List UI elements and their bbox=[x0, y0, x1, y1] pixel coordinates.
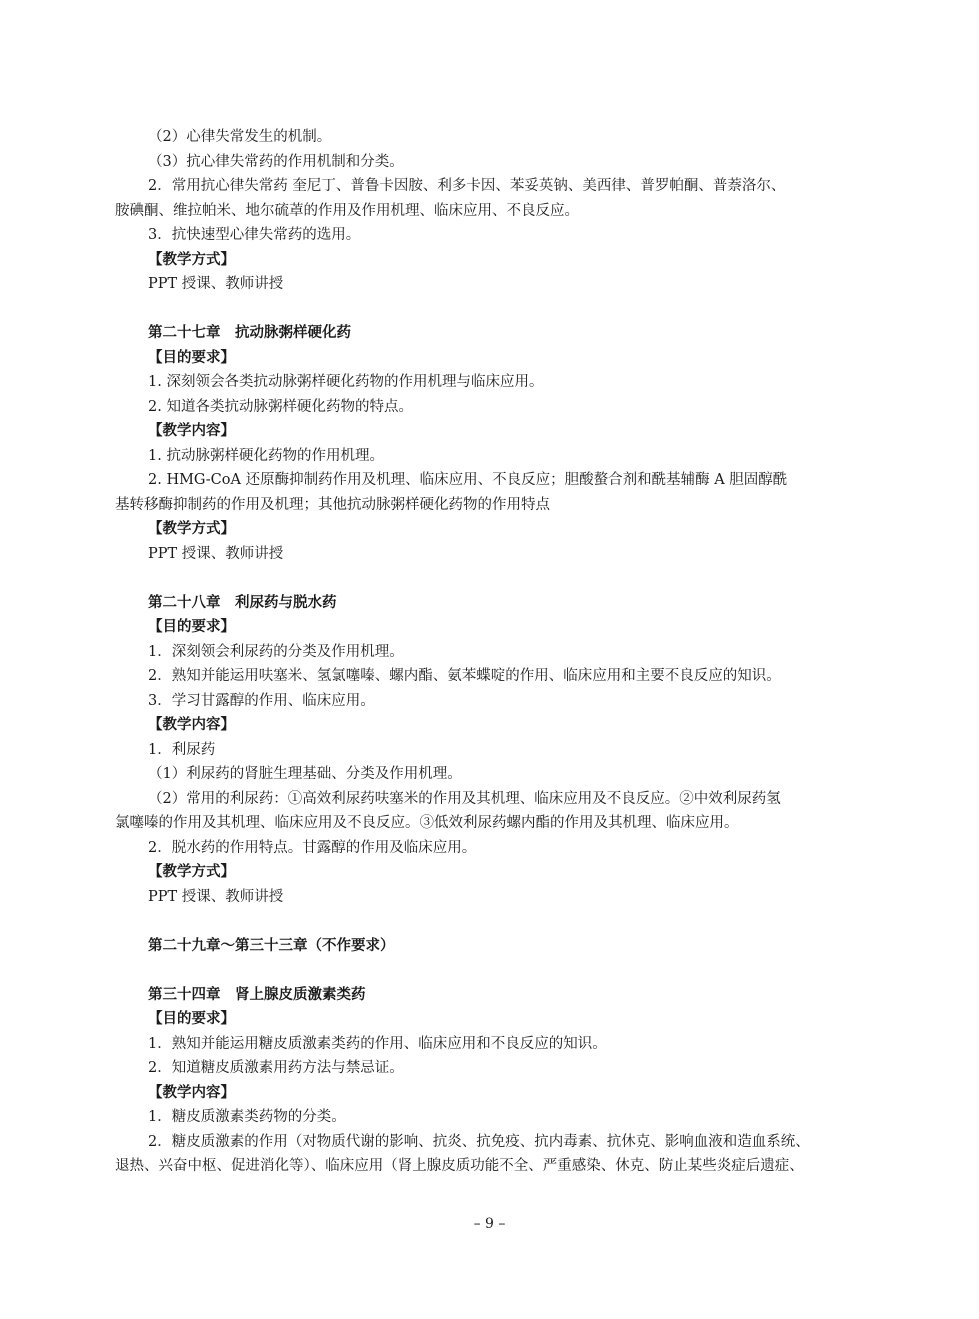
text-line: 1．熟知并能运用糖皮质激素类药的作用、临床应用和不良反应的知识。 bbox=[148, 1035, 607, 1052]
section-label: 【教学内容】 bbox=[148, 716, 235, 733]
text-line: 2．常用抗心律失常药 奎尼丁、普鲁卡因胺、利多卡因、苯妥英钠、美西律、普罗帕酮、普萘洛尔、 bbox=[148, 178, 786, 194]
blank-line bbox=[115, 909, 880, 934]
section-label: 【目的要求】 bbox=[148, 618, 235, 635]
text-line: PPT 授课、教师讲授 bbox=[148, 888, 284, 905]
text-line: 2．知道糖皮质激素用药方法与禁忌证。 bbox=[148, 1060, 404, 1076]
text-line: （3）抗心律失常药的作用机制和分类。 bbox=[148, 153, 404, 170]
chapter-heading: 第二十九章～第三十三章（不作要求） bbox=[148, 936, 395, 954]
text-line: 3．学习甘露醇的作用、临床应用。 bbox=[148, 692, 375, 709]
text-line: 基转移酶抑制药的作用及机理；其他抗动脉粥样硬化药物的作用特点 bbox=[115, 496, 550, 513]
blank-line bbox=[115, 958, 880, 983]
text-line: 退热、兴奋中枢、促进消化等）、临床应用（肾上腺皮质功能不全、严重感染、休克、防止某些炎症后遗症、 bbox=[115, 1158, 804, 1174]
text-line: （2）心律失常发生的机制。 bbox=[148, 129, 332, 145]
chapter-heading: 第二十七章 抗动脉粥样硬化药 bbox=[148, 324, 351, 341]
text-line: （1）利尿药的肾脏生理基础、分类及作用机理。 bbox=[148, 766, 462, 782]
blank-line bbox=[115, 297, 880, 322]
text-line: 2．脱水药的作用特点。甘露醇的作用及临床应用。 bbox=[148, 839, 477, 856]
section-label: 【目的要求】 bbox=[148, 1010, 235, 1027]
text-line: 1. 深刻领会各类抗动脉粥样硬化药物的作用机理与临床应用。 bbox=[148, 374, 544, 390]
section-label: 【目的要求】 bbox=[148, 348, 235, 366]
page-number: – 9 – bbox=[473, 1216, 506, 1232]
text-line: PPT 授课、教师讲授 bbox=[148, 276, 284, 292]
text-line: （2）常用的利尿药：①高效利尿药呋塞米的作用及其机理、临床应用及不良反应。②中效利尿药氢 bbox=[148, 790, 781, 807]
text-line: 2. HMG-CoA 还原酶抑制药作用及机理、临床应用、不良反应；胆酸螯合剂和酰基辅酶 A 胆固醇酰 bbox=[148, 472, 788, 488]
text-line: 2. 知道各类抗动脉粥样硬化药物的特点。 bbox=[148, 398, 413, 415]
text-line: 2．熟知并能运用呋塞米、氢氯噻嗪、螺内酯、氨苯蝶啶的作用、临床应用和主要不良反应的知识。 bbox=[148, 668, 781, 684]
text-line: 1．糖皮质激素类药物的分类。 bbox=[148, 1109, 346, 1125]
section-label: 【教学内容】 bbox=[148, 1083, 235, 1101]
chapter-heading: 第二十八章 利尿药与脱水药 bbox=[148, 593, 337, 611]
text-line: 3．抗快速型心律失常药的选用。 bbox=[148, 227, 361, 243]
section-label: 【教学方式】 bbox=[148, 250, 235, 268]
text-line: 1. 抗动脉粥样硬化药物的作用机理。 bbox=[148, 447, 384, 464]
section-label: 【教学内容】 bbox=[148, 422, 235, 439]
text-line: 1．深刻领会利尿药的分类及作用机理。 bbox=[148, 643, 404, 660]
document-body bbox=[115, 125, 880, 1179]
text-line: 1．利尿药 bbox=[148, 741, 216, 758]
text-line: PPT 授课、教师讲授 bbox=[148, 545, 284, 562]
text-line: 胺碘酮、维拉帕米、地尔硫䓬的作用及作用机理、临床应用、不良反应。 bbox=[115, 202, 579, 219]
section-label: 【教学方式】 bbox=[148, 863, 235, 880]
text-line: 2．糖皮质激素的作用（对物质代谢的影响、抗炎、抗免疫、抗内毒素、抗休克、影响血液和造血系统、 bbox=[148, 1133, 810, 1150]
blank-line bbox=[115, 566, 880, 591]
chapter-heading: 第三十四章 肾上腺皮质激素类药 bbox=[148, 985, 366, 1003]
section-label: 【教学方式】 bbox=[148, 520, 235, 537]
text-line: 氯噻嗪的作用及其机理、临床应用及不良反应。③低效利尿药螺内酯的作用及其机理、临床应用。 bbox=[115, 815, 739, 831]
